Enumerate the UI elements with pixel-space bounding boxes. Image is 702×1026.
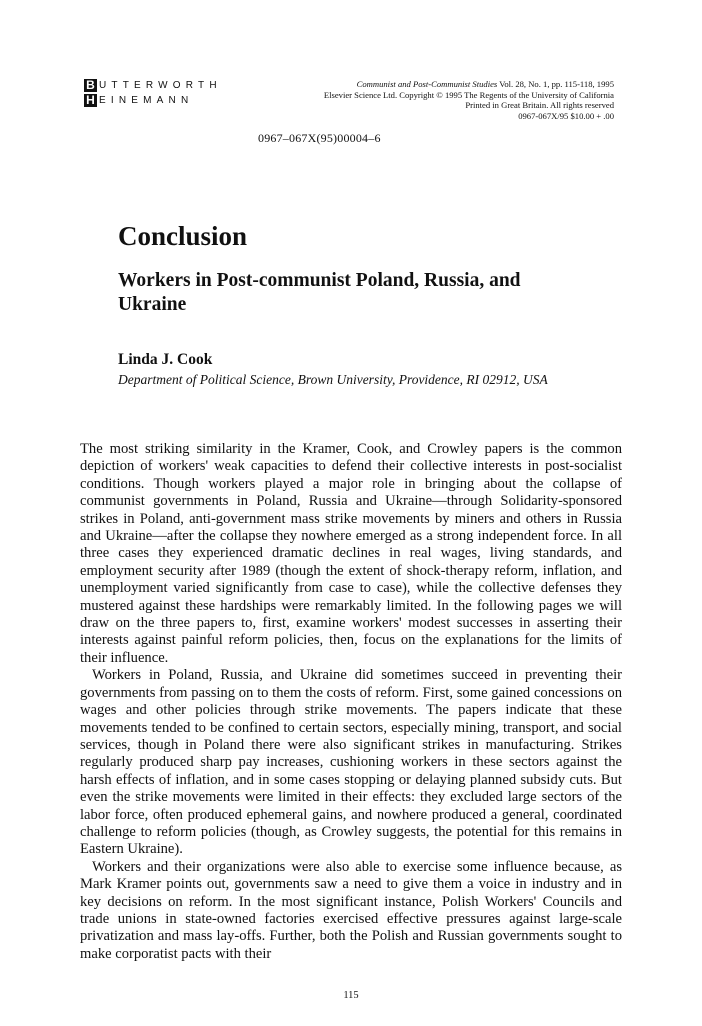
logo-text: UTTERWORTH (99, 79, 222, 91)
article-subtitle: Workers in Post-communist Poland, Russia, and Ukraine (118, 270, 521, 315)
journal-citation-line (194, 79, 614, 90)
page-number: 115 (343, 990, 359, 1001)
citation: Vol. 28, No. 1, pp. 115-118, 1995 (499, 79, 614, 89)
article-body (80, 441, 622, 963)
doi: 0967–067X(95)00004–6 (258, 131, 381, 145)
journal-name: Communist and Post-Communist Studies (356, 79, 498, 89)
body-paragraph: Workers in Poland, Russia, and Ukraine did sometimes succeed in preventing their governments from passing on to them the costs of reform. First, some gained concessions on wages and other policies through strike movements. The papers indicate that these movements tended to be confined to certain sectors, especially mining, transport, and social services, though in Poland there were also significant strikes in manufacturing. Strikes regularly produced sharp pay increases, cushioning workers in these sectors against the harsh effects of inflation, and in some cases stopping or delaying planned subsidy cuts. But even the strike movements were limited in their effects: they excluded large sectors of the labor force, often produced ephemeral gains, and nowhere produced a general, coordinated challenge to reform policies (though, as Crowley suggests, the potential for this remains in Eastern Ukraine). (80, 667, 622, 858)
printed-line: Printed in Great Britain. All rights reserved (465, 100, 614, 111)
author-affiliation: Department of Political Science, Brown University, Providence, RI 02912, USA (118, 372, 548, 387)
body-paragraph: The most striking similarity in the Kramer, Cook, and Crowley papers is the common depiction of workers' weak capacities to defend their collective interests in post-socialist conditions. Though workers played a major role in bringing about the collapse of communist governments in Poland, Russia and Ukraine—through Solidarity-sponsored strikes in Poland, anti-government mass strike movements by miners and others in Russia and Ukraine—after the collapse they nowhere emerged as a strong independent force. In all three cases they experienced dramatic declines in real wages, living standards, and employment security after 1989 (though the extent of shock-therapy reform, inflation, and unemployment varied significantly from case to case), while the collective defenses they mustered against these hardships were remarkably limited. In the following pages we will draw on the three papers to, first, examine workers' modest successes in asserting their interests against painful reform policies, then, focus on the explanations for the limits of their influence. (80, 441, 622, 666)
author-name: Linda J. Cook (118, 351, 213, 368)
copyright-line: Elsevier Science Ltd. Copyright © 1995 The Regents of the University of California (323, 89, 614, 100)
logo-letter-box: H (84, 94, 97, 107)
body-paragraph: Workers and their organizations were also able to exercise some influence because, as Mark Kramer points out, governments saw a need to give them a voice in industry and in key decisions on reform. In the most significant instance, Polish Workers' Councils and trade unions in state-owned factories exercised effective pressures against large-scale privatization and mass lay-offs. Further, both the Polish and Russian governments sought to make corporatist pacts with their (80, 858, 622, 962)
logo-text: EINEMANN (99, 94, 194, 106)
logo-letter-box: B (84, 79, 97, 92)
publication-info (194, 79, 614, 121)
article-title: Conclusion (118, 221, 248, 251)
price-line: 0967-067X/95 $10.00 + .00 (518, 110, 614, 121)
